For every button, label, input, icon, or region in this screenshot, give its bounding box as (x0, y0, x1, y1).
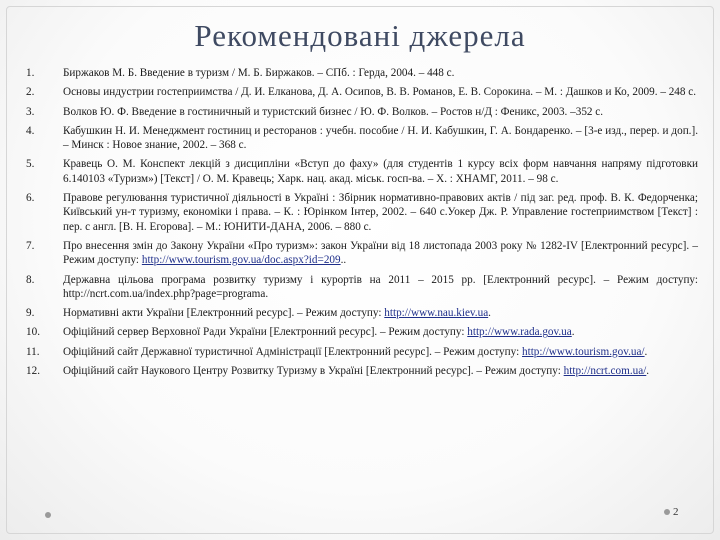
list-item (26, 124, 698, 153)
reference-link[interactable]: http://www.nau.kiev.ua (384, 307, 489, 320)
slide-title: Рекомендовані джерела (194, 18, 526, 53)
item-number: 11. (26, 345, 40, 358)
list-item (26, 364, 698, 378)
page-number-label: 2 (673, 506, 679, 518)
item-text: Нормативні акти України [Електронний ресурс]. – Режим доступу: http://www.nau.kiev.ua. (63, 307, 491, 320)
item-number: 6. (26, 192, 35, 205)
reference-link[interactable]: http://www.tourism.gov.ua/doc.aspx?id=209 (141, 254, 341, 267)
list-item (26, 157, 698, 186)
item-number: 7. (26, 239, 35, 252)
list-item (26, 105, 698, 119)
item-text: Державна цільова програма розвитку туризму і курортів на 2011 – 2015 рр. [Електронний ресурс]. – Режим доступу: http://ncrt.com.ua/index.php?page=programa. (63, 273, 698, 300)
reference-link[interactable]: http://ncrt.com.ua/ (563, 365, 647, 378)
list-item (26, 273, 698, 302)
item-number: 5. (26, 158, 35, 171)
item-text: Волков Ю. Ф. Введение в гостиничный и туристский бизнес / Ю. Ф. Волков. – Ростов н/Д : Феникс, 2003. –352 с. (63, 105, 604, 118)
item-number: 2. (26, 86, 35, 99)
list-item (26, 325, 698, 339)
item-text: Кравець О. М. Конспект лекцій з дисципліни «Вступ до фаху» (для студентів 1 курсу всіх форм навчання напряму підготовки 6.140103 «Туризм») [Текст] / О. М. Кравець; Харк. нац. акад. міськ. госп-ва. – Х. : ХНАМГ, 2011. – 98 с. (63, 158, 698, 185)
list-item (26, 66, 698, 80)
item-number: 10. (26, 326, 40, 339)
item-text: Основы индустрии гостеприимства / Д. И. Елканова, Д. А. Осипов, В. В. Романов, Е. В. Сорокина. – М. : Дашков и Ко, 2009. – 248 с. (63, 86, 697, 99)
list-item (26, 85, 698, 99)
item-number: 9. (26, 307, 35, 320)
item-text: Офіційний сайт Державної туристичної Адміністрації [Електронний ресурс]. – Режим доступу: http://www.tourism.gov.ua/. (63, 345, 648, 358)
list-item (26, 345, 698, 359)
item-number: 3. (26, 105, 35, 118)
item-text: Правове регулювання туристичної діяльності в Україні : Збірник нормативно-правових актів / під заг. ред. проф. В. К. Федорченка; Київський ун-т туризму, економіки і права. – К. : Юрінком Інтер, 2002. – 640 с.Уокер Дж. Р. Управление гостеприимством [Текст] : пер. с англ. [В. Н. Егорова]. – М.: ЮНИТИ-ДАНА, 2006. – 880 с. (63, 192, 698, 233)
bullet-dot (45, 512, 51, 518)
item-text: Биржаков М. Б. Введение в туризм / М. Б. Биржаков. – СПб. : Герда, 2004. – 448 с. (63, 67, 455, 79)
page-number (664, 506, 679, 518)
reference-link[interactable]: http://www.tourism.gov.ua/ (522, 345, 645, 358)
item-number: 1. (26, 67, 35, 79)
reference-list (26, 66, 698, 383)
item-text: Про внесення змін до Закону України «Про туризм»: закон України від 18 листопада 2003 року № 1282-IV [Електронний ресурс]. – Режим доступу: http://www.tourism.gov.ua/doc.aspx?id=209.. (63, 239, 698, 267)
list-item (26, 306, 698, 320)
item-text: Офіційний сервер Верховної Ради України [Електронний ресурс]. – Режим доступу: http://www.rada.gov.ua. (63, 326, 575, 339)
item-number: 4. (26, 124, 35, 137)
list-item (26, 239, 698, 268)
item-text: Офіційний сайт Наукового Центру Розвитку Туризму в Україні [Електронний ресурс]. – Режим доступу: http://ncrt.com.ua/. (63, 365, 650, 378)
reference-link[interactable]: http://www.rada.gov.ua (467, 326, 572, 339)
item-text: Кабушкин Н. И. Менеджмент гостиниц и ресторанов : учебн. пособие / Н. И. Кабушкин, Г. А. Бондаренко. – [3-е изд., перер. и доп.]. – Минск : Новое знание, 2002. – 368 с. (63, 124, 698, 152)
item-number: 12. (26, 365, 40, 378)
item-number: 8. (26, 273, 35, 286)
list-item (26, 191, 698, 234)
bullet-dot (664, 509, 670, 515)
